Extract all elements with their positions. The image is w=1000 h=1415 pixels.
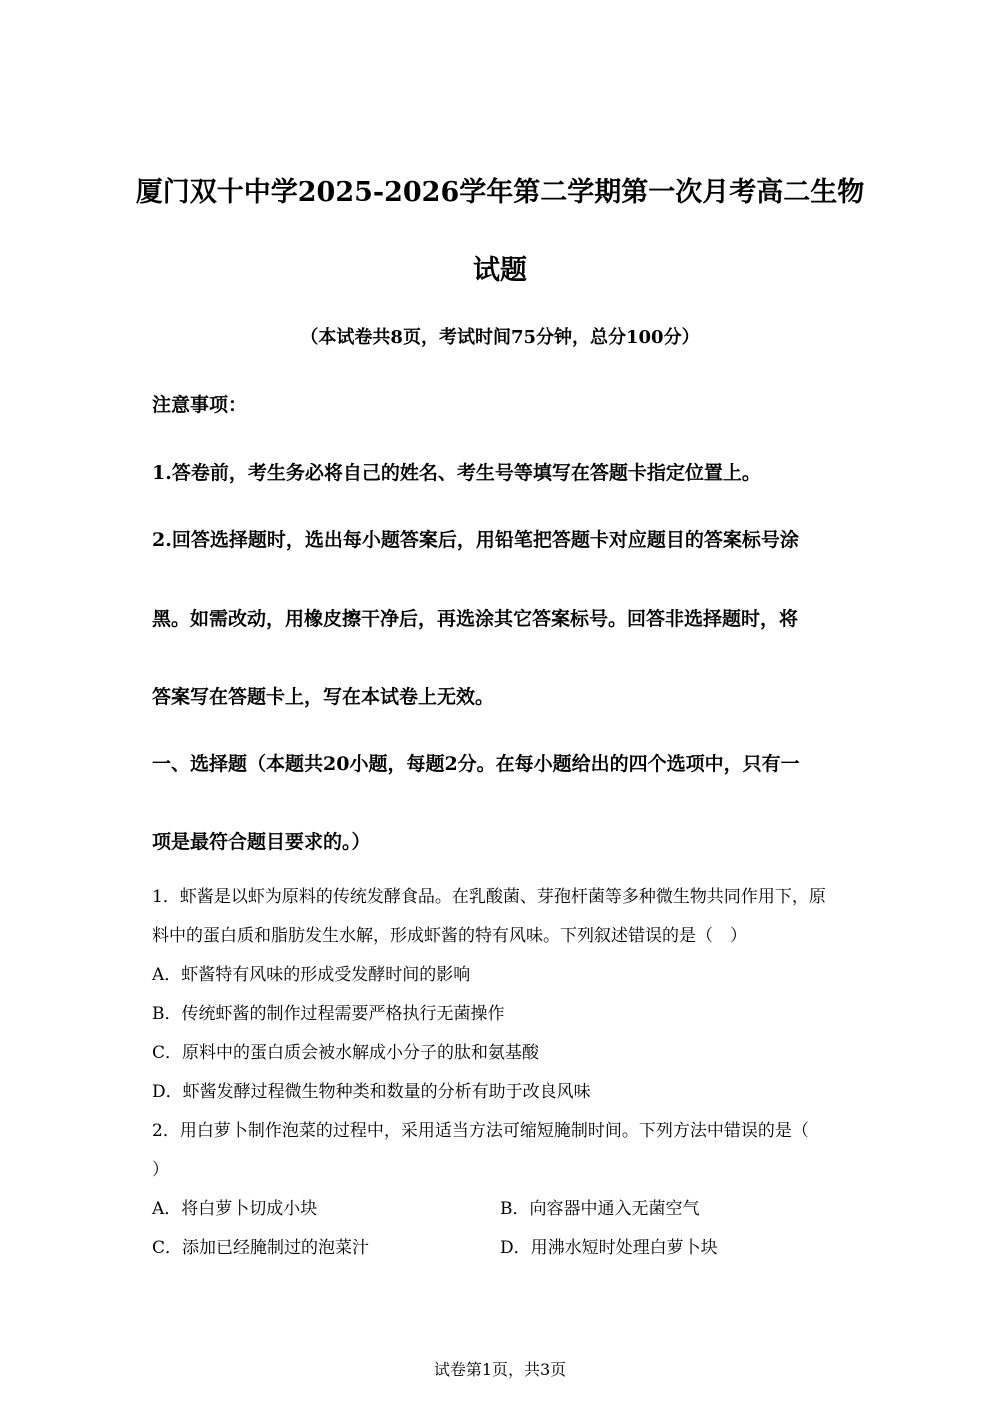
notes-item-2-line3: 答案写在答题卡上，写在本试卷上无效。 (152, 686, 495, 708)
notes-item-2-line1: 2.回答选择题时，选出每小题答案后，用铅笔把答题卡对应题目的答案标号涂 (152, 529, 799, 551)
question-1-option-c: C．原料中的蛋白质会被水解成小分子的肽和氨基酸 (152, 1043, 540, 1063)
question-2-option-b: B．向容器中通入无菌空气 (500, 1199, 700, 1219)
page-footer: 试卷第1页，共3页 (433, 1360, 567, 1379)
question-2-stem-line2: ） (152, 1160, 169, 1180)
question-1-option-a: A．虾酱特有风味的形成受发酵时间的影响 (152, 965, 471, 985)
section-heading-line2: 项是最符合题目要求的。） (152, 831, 371, 853)
notes-heading: 注意事项： (152, 394, 248, 416)
question-1-option-d: D．虾酱发酵过程微生物种类和数量的分析有助于改良风味 (152, 1082, 591, 1102)
question-1-stem-line1: 1．虾酱是以虾为原料的传统发酵食品。在乳酸菌、芽孢杆菌等多种微生物共同作用下，原 (152, 887, 826, 907)
notes-item-2-line2: 黑。如需改动，用橡皮擦干净后，再选涂其它答案标号。回答非选择题时，将 (152, 608, 799, 630)
question-2-option-c: C．添加已经腌制过的泡菜汁 (152, 1238, 370, 1258)
notes-item-1: 1.答卷前，考生务必将自己的姓名、考生号等填写在答题卡指定位置上。 (152, 462, 761, 484)
question-2-option-d: D．用沸水短时处理白萝卜块 (500, 1238, 718, 1258)
section-heading-line1: 一、选择题（本题共20小题，每题2分。在每小题给出的四个选项中，只有一 (152, 753, 800, 775)
page-title-line2: 试题 (473, 255, 527, 286)
question-1-option-b: B．传统虾酱的制作过程需要严格执行无菌操作 (152, 1004, 505, 1024)
question-2-stem-line1: 2．用白萝卜制作泡菜的过程中，采用适当方法可缩短腌制时间。下列方法中错误的是（ (152, 1121, 809, 1141)
exam-info-subtitle: （本试卷共8页，考试时间75分钟，总分100分） (300, 327, 700, 348)
question-1-stem-line2: 料中的蛋白质和脂肪发生水解，形成虾酱的特有风味。下列叙述错误的是（ ） (152, 926, 747, 946)
question-2-option-a: A．将白萝卜切成小块 (152, 1199, 318, 1219)
page-title-line1: 厦门双十中学2025-2026学年第二学期第一次月考高二生物 (135, 177, 865, 208)
